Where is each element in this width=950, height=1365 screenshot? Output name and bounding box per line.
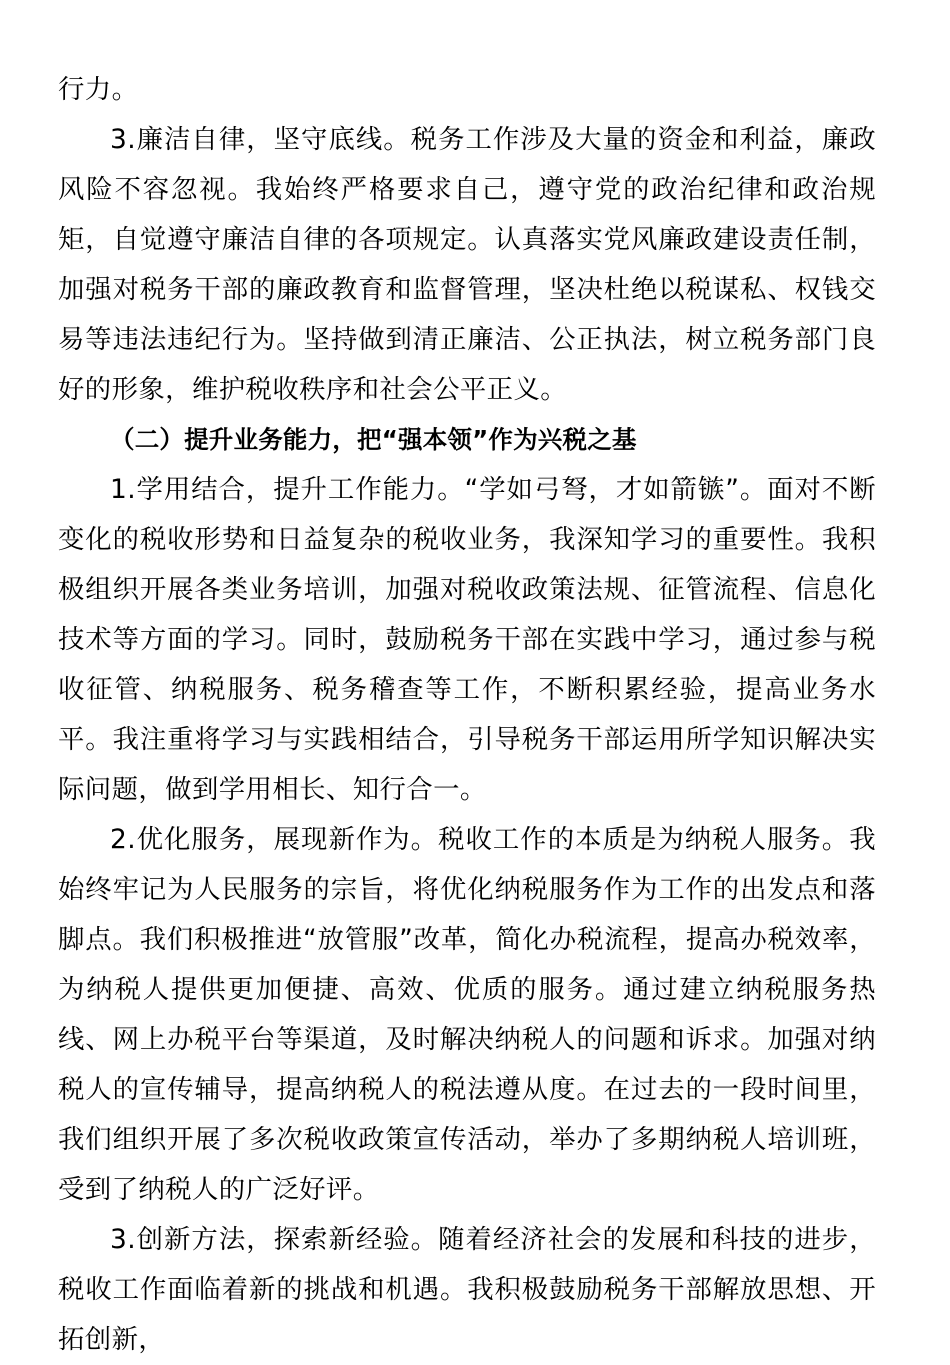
paragraph-integrity: 3.廉洁自律，坚守底线。税务工作涉及大量的资金和利益，廉政风险不容忽视。我始终严格要求自己，遵守党的政治纪律和政治规矩，自觉遵守廉洁自律的各项规定。认真落实党风廉政建设责任制，加强对税务干部的廉政教育和监督管理，坚决杜绝以税谋私、权钱交易等违法违纪行为。坚持做到清正廉洁、公正执法，树立税务部门良好的形象，维护税收秩序和社会公平正义。: [58, 124, 876, 405]
section-heading: （二）提升业务能力，把“强本领”作为兴税之基: [110, 425, 637, 454]
document-body: [58, 65, 876, 1365]
paragraph-innovation: 3.创新方法，探索新经验。随着经济社会的发展和科技的进步，税收工作面临着新的挑战和机遇。我积极鼓励税务干部解放思想、开拓创新，: [58, 1224, 876, 1355]
paragraph-service: 2.优化服务，展现新作为。税收工作的本质是为纳税人服务。我始终牢记为人民服务的宗旨，将优化纳税服务作为工作的出发点和落脚点。我们积极推进“放管服”改革，简化办税流程，提高办税效率，为纳税人提供更加便捷、高效、优质的服务。通过建立纳税服务热线、网上办税平台等渠道，及时解决纳税人的问题和诉求。加强对纳税人的宣传辅导，提高纳税人的税法遵从度。在过去的一段时间里，我们组织开展了多次税收政策宣传活动，举办了多期纳税人培训班，受到了纳税人的广泛好评。: [58, 824, 876, 1205]
paragraph-learning: 1.学用结合，提升工作能力。“学如弓弩，才如箭镞”。面对不断变化的税收形势和日益复杂的税收业务，我深知学习的重要性。我积极组织开展各类业务培训，加强对税收政策法规、征管流程、信息化技术等方面的学习。同时，鼓励税务干部在实践中学习，通过参与税收征管、纳税服务、税务稽查等工作，不断积累经验，提高业务水平。我注重将学习与实践相结合，引导税务干部运用所学知识解决实际问题，做到学用相长、知行合一。: [58, 474, 876, 805]
paragraph-continuation: 行力。: [58, 74, 139, 105]
